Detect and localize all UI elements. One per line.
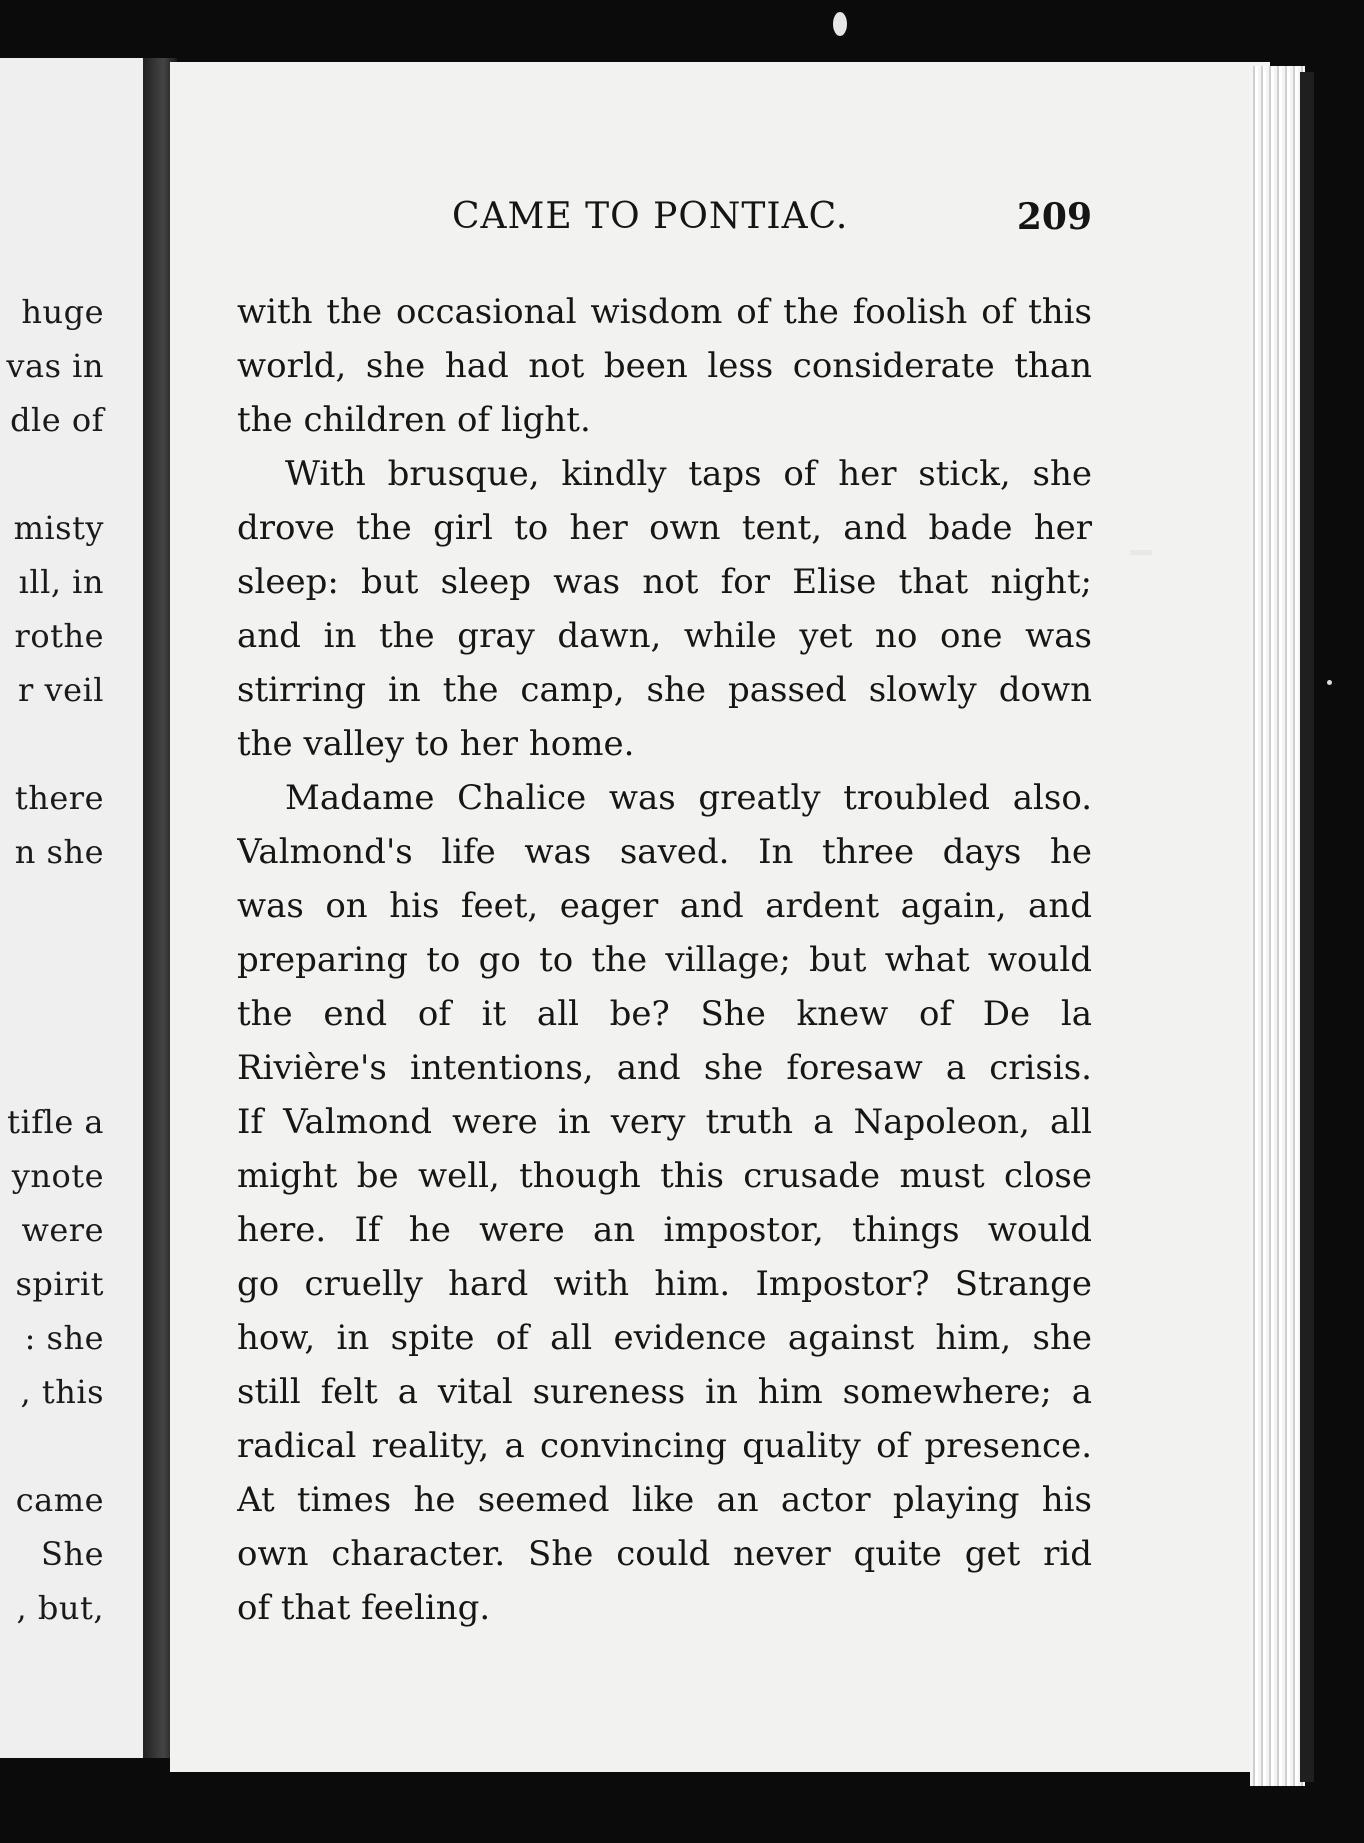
left-line-fragment: tifle a	[7, 1103, 104, 1141]
left-line-fragment: were	[21, 1211, 104, 1249]
left-line-fragment: ynote	[11, 1157, 104, 1195]
left-line-fragment: r veil	[18, 671, 104, 709]
page-number: 209	[1016, 196, 1092, 238]
paragraph	[237, 447, 1092, 771]
text-line: radical reality, a convincing quality of presence.	[237, 1426, 1092, 1466]
left-line-fragment	[0, 1041, 104, 1095]
text-line: and in the gray dawn, while yet no one was	[237, 616, 1092, 656]
left-line-fragment	[0, 447, 104, 501]
book-cover-edge	[1300, 72, 1314, 1782]
left-line-fragment: , but,	[16, 1589, 104, 1627]
left-line-fragment	[0, 933, 104, 987]
text-line: go cruelly hard with him. Impostor? Strange	[237, 1264, 1092, 1304]
page-edges	[1250, 66, 1305, 1786]
text-line: If Valmond were in very truth a Napoleon, all	[237, 1102, 1092, 1142]
text-line: the valley to her home.	[237, 724, 635, 764]
running-title: CAME TO PONTIAC.	[452, 196, 849, 237]
left-line-fragment	[0, 987, 104, 1041]
text-line: Madame Chalice was greatly troubled also.	[285, 778, 1092, 818]
left-line-fragment: n she	[14, 833, 104, 871]
paragraph	[237, 285, 1092, 447]
text-line: At times he seemed like an actor playing his	[237, 1480, 1092, 1520]
left-line-fragment	[0, 717, 104, 771]
left-line-fragment: She	[41, 1535, 104, 1573]
margin-dot	[1327, 680, 1332, 685]
text-line: drove the girl to her own tent, and bade her	[237, 508, 1092, 548]
left-line-fragment: , this	[20, 1373, 104, 1411]
text-line: might be well, though this crusade must close	[237, 1156, 1092, 1196]
text-line: the children of light.	[237, 400, 591, 440]
scan-speck	[833, 12, 847, 36]
text-line: own character. She could never quite get rid	[237, 1534, 1092, 1574]
margin-mark	[1130, 550, 1152, 555]
left-line-fragment: huge	[21, 293, 104, 331]
left-line-fragment	[0, 1419, 104, 1473]
text-line: stirring in the camp, she passed slowly down	[237, 670, 1092, 710]
text-line: here. If he were an impostor, things would	[237, 1210, 1092, 1250]
text-line: the end of it all be? She knew of De la	[237, 994, 1092, 1034]
left-line-fragment	[0, 879, 104, 933]
text-line: with the occasional wisdom of the foolish of this	[237, 292, 1092, 332]
text-line: sleep: but sleep was not for Elise that night;	[237, 562, 1092, 602]
text-line: world, she had not been less considerate than	[237, 346, 1092, 386]
left-line-fragment: ıll, in	[18, 563, 104, 601]
text-line: of that feeling.	[237, 1588, 491, 1628]
left-line-fragment: vas in	[6, 347, 104, 385]
left-line-fragment: : she	[24, 1319, 104, 1357]
paragraph	[237, 771, 1092, 1635]
text-line: still felt a vital sureness in him somewhere; a	[237, 1372, 1092, 1412]
text-line: how, in spite of all evidence against him, she	[237, 1318, 1092, 1358]
text-line: was on his feet, eager and ardent again, and	[237, 886, 1092, 926]
left-line-fragment: came	[15, 1481, 104, 1519]
left-line-fragment: spirit	[15, 1265, 104, 1303]
text-line: Valmond's life was saved. In three days he	[237, 832, 1092, 872]
left-line-fragment: rothe	[14, 617, 104, 655]
left-page-text	[0, 285, 104, 1635]
body-text	[237, 285, 1092, 1635]
text-line: With brusque, kindly taps of her stick, she	[285, 454, 1092, 494]
left-line-fragment: misty	[13, 509, 104, 547]
left-line-fragment: dle of	[10, 401, 104, 439]
text-line: preparing to go to the village; but what would	[237, 940, 1092, 980]
text-line: Rivière's intentions, and she foresaw a crisis.	[237, 1048, 1092, 1088]
left-line-fragment: there	[14, 779, 104, 817]
